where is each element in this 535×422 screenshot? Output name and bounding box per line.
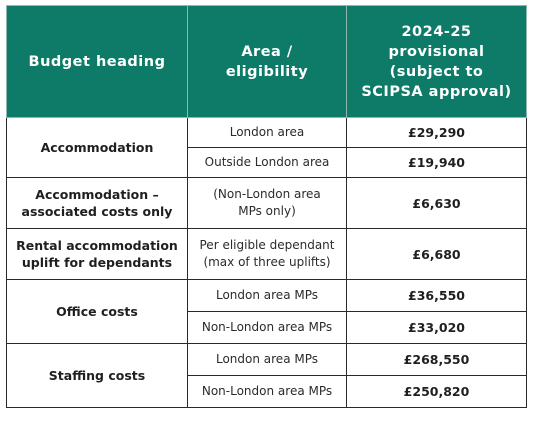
budget-heading-cell: Rental accommodation uplift for dependants: [7, 229, 188, 280]
amount-cell: £33,020: [347, 312, 527, 344]
eligibility-cell: Per eligible dependant (max of three uplifts): [188, 229, 347, 280]
eligibility-cell: (Non-London area MPs only): [188, 178, 347, 229]
budget-table: [6, 5, 527, 408]
eligibility-cell: Non-London area MPs: [188, 376, 347, 408]
budget-heading-cell: Staffing costs: [7, 344, 188, 408]
table-row: [7, 178, 527, 229]
table-row: [7, 118, 527, 148]
amount-cell: £29,290: [347, 118, 527, 148]
column-header-amount: 2024-25 provisional (subject to SCIPSA approval): [347, 6, 527, 118]
amount-cell: £19,940: [347, 148, 527, 178]
budget-table-container: [6, 5, 526, 415]
eligibility-cell: Non-London area MPs: [188, 312, 347, 344]
eligibility-cell: London area: [188, 118, 347, 148]
amount-cell: £6,680: [347, 229, 527, 280]
column-header-eligibility: Area / eligibility: [188, 6, 347, 118]
table-row: [7, 280, 527, 312]
amount-cell: £268,550: [347, 344, 527, 376]
amount-cell: £250,820: [347, 376, 527, 408]
budget-heading-cell: Office costs: [7, 280, 188, 344]
table-row: [7, 229, 527, 280]
eligibility-cell: Outside London area: [188, 148, 347, 178]
budget-heading-cell: Accommodation: [7, 118, 188, 178]
eligibility-cell: London area MPs: [188, 344, 347, 376]
amount-cell: £6,630: [347, 178, 527, 229]
budget-heading-cell: Accommodation – associated costs only: [7, 178, 188, 229]
table-row: [7, 344, 527, 376]
eligibility-cell: London area MPs: [188, 280, 347, 312]
column-header-budget-heading: Budget heading: [7, 6, 188, 118]
amount-cell: £36,550: [347, 280, 527, 312]
table-header-row: [7, 6, 527, 118]
